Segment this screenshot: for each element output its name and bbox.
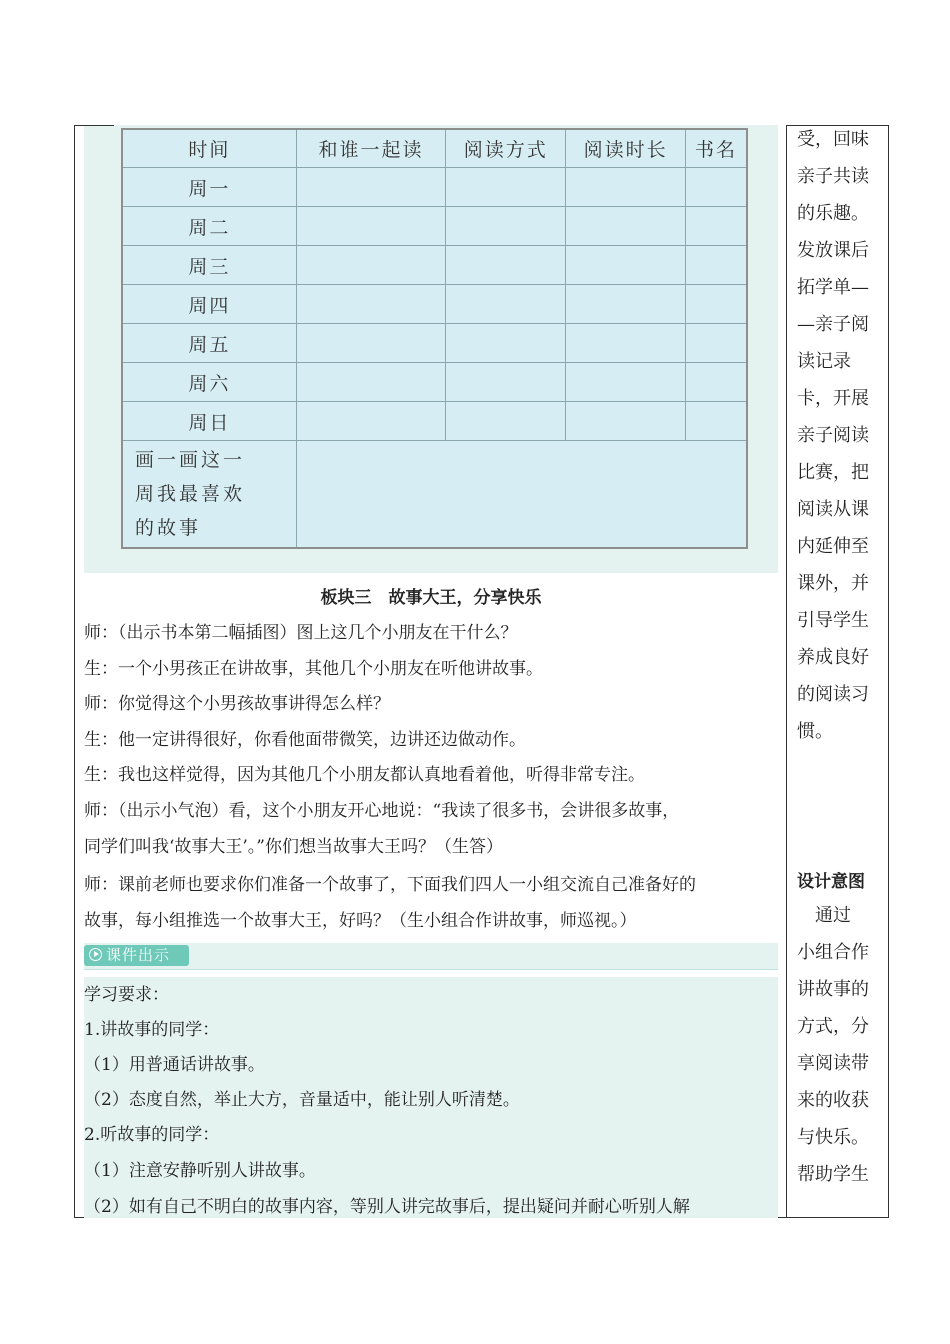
dialogue-line: 生：他一定讲得很好，你看他面带微笑，边讲还边做动作。 — [84, 730, 526, 750]
column-divider — [786, 125, 787, 1218]
day-cell: 周三 — [122, 246, 296, 285]
dialogue-line: 同学们叫我‘故事大王’。”你们想当故事大王吗？（生答） — [84, 837, 503, 857]
section-title: 板块三 故事大王，分享快乐 — [320, 588, 542, 608]
courseware-button-label: 课件出示 — [106, 946, 171, 964]
requirement-line: （2）态度自然，举止大方，音量适中，能让别人听清楚。 — [84, 1090, 520, 1110]
day-cell: 周五 — [122, 324, 296, 363]
courseware-bar — [84, 943, 778, 970]
header-reading-duration: 阅读时长 — [566, 129, 686, 168]
requirement-line: 2.听故事的同学： — [84, 1125, 220, 1145]
side-notes-continued: 受，回味 亲子共读 的乐趣。 发放课后 拓学单— —亲子阅 读记录 卡，开展 亲子阅读 比赛，把 阅读从课 内延伸至 课外，并 引导学生 养成良好 的阅读习 惯。 — [797, 129, 869, 742]
drawing-label: 画一画这一 周我最喜欢 的故事 — [122, 441, 296, 549]
requirement-line: （2）如有自己不明白的故事内容，等别人讲完故事后，提出疑问并耐心听别人解 — [84, 1197, 690, 1217]
day-cell: 周日 — [122, 402, 296, 441]
dialogue-line: 生：一个小男孩正在讲故事，其他几个小朋友在听他讲故事。 — [84, 659, 543, 679]
courseware-button[interactable] — [84, 945, 189, 966]
requirement-line: （1）注意安静听别人讲故事。 — [84, 1161, 316, 1181]
day-cell: 周四 — [122, 285, 296, 324]
day-cell: 周一 — [122, 168, 296, 207]
dialogue-line: 师：（出示小气泡）看，这个小朋友开心地说：“我读了很多书，会讲很多故事， — [84, 801, 680, 821]
frame-top-edge — [74, 125, 114, 126]
requirement-line: 1.讲故事的同学： — [84, 1020, 220, 1040]
dialogue-line: 师：（出示书本第二幅插图）图上这几个小朋友在干什么？ — [84, 623, 518, 643]
header-time: 时间 — [122, 129, 296, 168]
header-book-title: 书名 — [686, 129, 747, 168]
dialogue-line: 师：你觉得这个小男孩故事讲得怎么样？ — [84, 694, 390, 714]
design-intent-title: 设计意图 — [797, 872, 865, 892]
requirement-line: 学习要求： — [84, 985, 169, 1005]
dialogue-line: 生：我也这样觉得，因为其他几个小朋友都认真地看着他，听得非常专注。 — [84, 765, 645, 785]
dialogue-line: 师：课前老师也要求你们准备一个故事了，下面我们四人一小组交流自己准备好的 — [84, 875, 696, 895]
day-cell: 周二 — [122, 207, 296, 246]
play-icon — [89, 948, 102, 961]
design-intent-notes: 通过 小组合作 讲故事的 方式，分 享阅读带 来的收获 与快乐。 帮助学生 — [797, 905, 869, 1185]
header-reading-method: 阅读方式 — [446, 129, 566, 168]
requirement-line: （1）用普通话讲故事。 — [84, 1055, 265, 1075]
dialogue-line: 故事，每小组推选一个故事大王，好吗？（生小组合作讲故事，师巡视。） — [84, 911, 637, 931]
day-cell: 周六 — [122, 363, 296, 402]
header-with-whom: 和谁一起读 — [296, 129, 446, 168]
